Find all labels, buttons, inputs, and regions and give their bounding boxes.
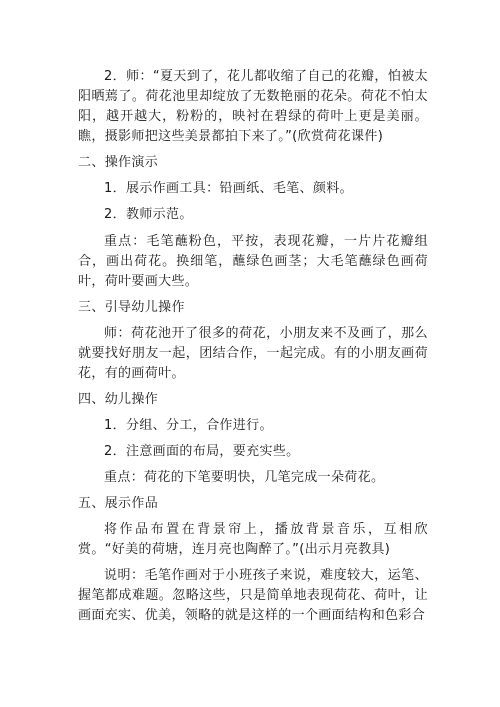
paragraph-key-points-stroke: 重点：荷花的下笔要明快，几笔完成一朵荷花。	[104, 470, 385, 485]
document-body	[78, 67, 428, 626]
paragraph-key-points-painting: 重点：毛笔蘸粉色，平按，表现花瓣，一片片花瓣组合，画出荷花。换细笔，蘸绿色画茎；大毛笔蘸绿色画荷叶，荷叶要画大些。	[78, 234, 428, 289]
section-heading-showcase: 五、展示作品	[78, 496, 159, 511]
paragraph-showcase: 将作品布置在背景帘上，播放背景音乐，互相欣赏。“好美的荷塘，连月亮也陶醉了。”(出示月亮教具)	[78, 522, 428, 557]
section-heading-demo: 二、操作演示	[78, 155, 159, 170]
paragraph-explanation: 说明：毛笔作画对于小班孩子来说，难度较大，运笔、握笔都成难题。忽略这些，只是简单地表现荷花、荷叶，让画面充实、优美，领略的就是这样的一个画面结构和色彩合	[78, 568, 428, 623]
section-heading-children-operate: 四、幼儿操作	[78, 392, 159, 407]
paragraph-teacher-demo: 2．教师示范。	[104, 207, 193, 222]
paragraph-grouping: 1．分组、分工，合作进行。	[104, 418, 273, 433]
paragraph-teacher-intro: 2．师：“夏天到了，花儿都收缩了自己的花瓣，怕被太阳晒蔫了。荷花池里却绽放了无数艳丽的花朵。荷花不怕太阳，越开越大，粉粉的，映衬在碧绿的荷叶上更是美丽。瞧，摄影师把这些美景都拍下来了。”(欣赏荷花课件)	[78, 69, 428, 144]
section-heading-guide: 三、引导幼儿操作	[78, 300, 185, 315]
paragraph-teacher-guide: 师：荷花池开了很多的荷花，小朋友来不及画了，那么就要找好朋友一起，团结合作，一起完成。有的小朋友画荷花，有的画荷叶。	[78, 326, 428, 381]
paragraph-tools: 1．展示作画工具：铅画纸、毛笔、颜料。	[104, 181, 353, 196]
paragraph-layout-note: 2．注意画面的布局，要充实些。	[104, 444, 300, 459]
